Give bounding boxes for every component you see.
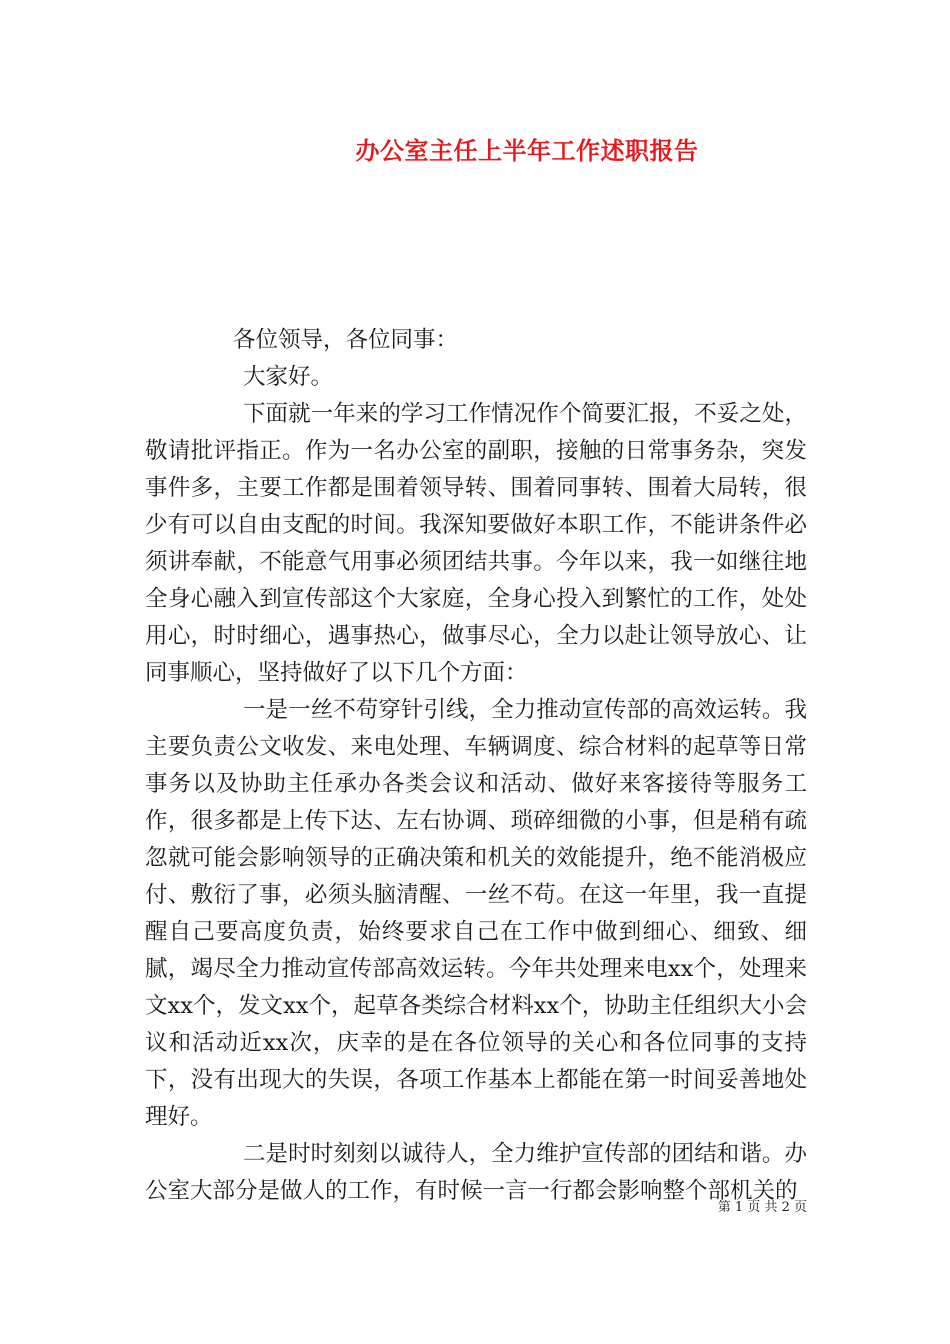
document-title: 办公室主任上半年工作述职报告 xyxy=(355,136,699,165)
paragraph: 一是一丝不苟穿针引线，全力推动宣传部的高效运转。我主要负责公文收发、来电处理、车辆调度、综合材料的起草等日常事务以及协助主任承办各类会议和活动、做好来客接待等服务工作，很多都是上传下达、左右协调、琐碎细微的小事，但是稍有疏忽就可能会影响领导的正确决策和机关的效能提升，绝不能消极应付、敷衍了事，必须头脑清醒、一丝不苟。在这一年里，我一直提醒自己要高度负责，始终要求自己在工作中做到细心、细致、细腻，竭尽全力推动宣传部高效运转。今年共处理来电xx个，处理来文xx个，发文xx个，起草各类综合材料xx个，协助主任组织大小会议和活动近xx次，庆幸的是在各位领导的关心和各位同事的支持下，没有出现大的失误，各项工作基本上都能在第一时间妥善地处理好。 xyxy=(145,697,807,1130)
greeting: 大家好。 xyxy=(243,364,334,390)
paragraph: 下面就一年来的学习工作情况作个简要汇报，不妥之处，敬请批评指正。作为一名办公室的副职，接触的日常事务杂，突发事件多，主要工作都是围着领导转、围着同事转、围着大局转，很少有可以自由支配的时间。我深知要做好本职工作，不能讲条件必须讲奉献，不能意气用事必须团结共事。今年以来，我一如继往地全身心融入到宣传部这个大家庭，全身心投入到繁忙的工作，处处用心，时时细心，遇事热心，做事尽心，全力以赴让领导放心、让同事顺心，坚持做好了以下几个方面： xyxy=(145,401,807,686)
document-body xyxy=(145,322,807,1210)
salutation: 各位领导，各位同事： xyxy=(233,327,459,353)
paragraph: 二是时时刻刻以诚待人，全力维护宣传部的团结和谐。办公室大部分是做人的工作，有时候一言一行都会影响整个部机关的 xyxy=(145,1141,807,1204)
page-number-footer: 第 1 页 共 2 页 xyxy=(717,1200,807,1215)
